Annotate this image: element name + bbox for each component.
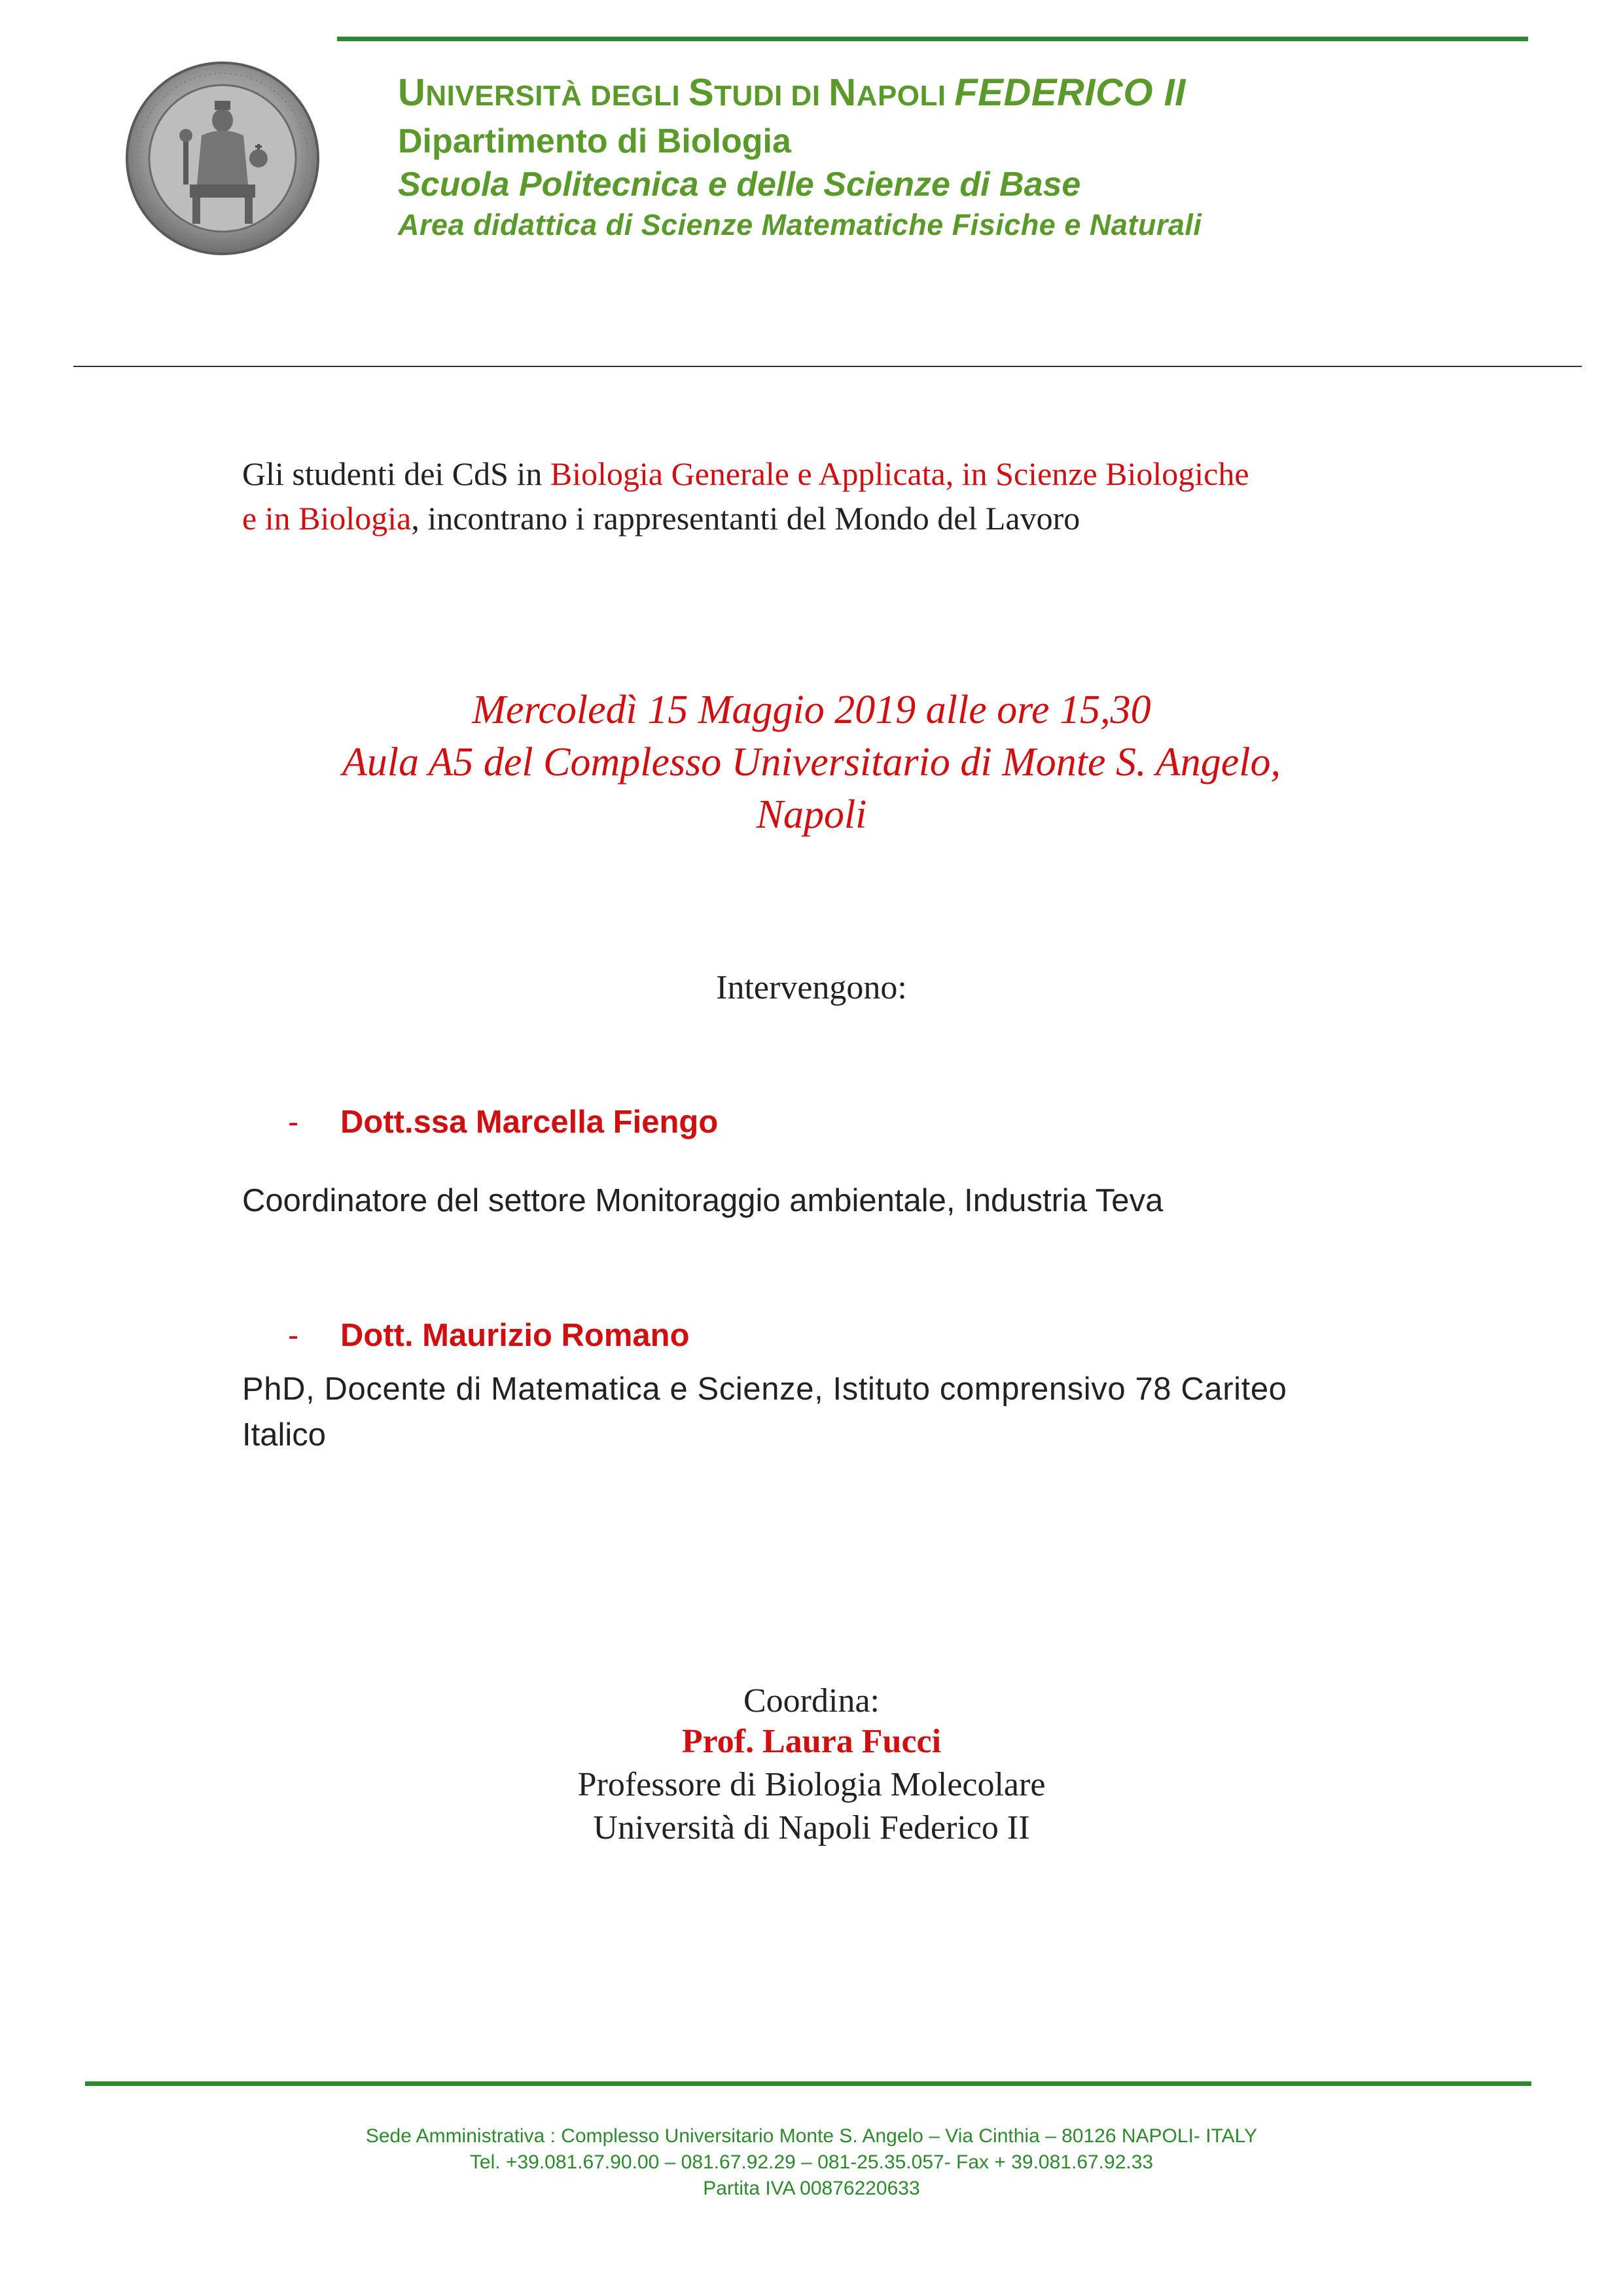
speaker-2-role-line-2: Italico	[242, 1417, 327, 1453]
header-separator	[73, 366, 1582, 367]
speaker-2-name: - Dott. Maurizio Romano	[288, 1318, 690, 1353]
school-name: Scuola Politecnica e delle Scienze di Base	[398, 166, 1081, 203]
speaker-2-role-line-1: PhD, Docente di Matematica e Scienze, Istituto comprensivo 78 Cariteo	[242, 1371, 1287, 1407]
coordinator-affiliation: Università di Napoli Federico II	[593, 1809, 1030, 1846]
intro-line-2: e in Biologia, incontrano i rappresentanti del Mondo del Lavoro	[242, 500, 1080, 537]
event-date: Mercoledì 15 Maggio 2019 alle ore 15,30	[472, 688, 1151, 732]
coordinator-name: Prof. Laura Fucci	[681, 1723, 942, 1760]
bottom-green-rule	[85, 2081, 1531, 2086]
event-city: Napoli	[756, 792, 867, 837]
speakers-label: Intervengono:	[716, 969, 907, 1006]
intro-line-1: Gli studenti dei CdS in Biologia Generale e Applicata, in Scienze Biologiche	[242, 455, 1249, 492]
department-name: Dipartimento di Biologia	[398, 122, 791, 160]
footer-vat: Partita IVA 00876220633	[703, 2178, 920, 2199]
footer-address: Sede Amministrativa : Complesso Universitario Monte S. Angelo – Via Cinthia – 80126 NAPOLI- ITALY	[365, 2125, 1258, 2147]
university-seal-icon	[124, 60, 321, 256]
speaker-1-role: Coordinatore del settore Monitoraggio ambientale, Industria Teva	[242, 1183, 1164, 1218]
speaker-1-name: - Dott.ssa Marcella Fiengo	[288, 1104, 719, 1140]
coordinator-role: Professore di Biologia Molecolare	[577, 1766, 1046, 1803]
university-name: UNIVERSITÀ DEGLI STUDI DI NAPOLI FEDERICO II	[398, 71, 1186, 114]
coordinator-label: Coordina:	[743, 1682, 880, 1720]
footer-phone: Tel. +39.081.67.90.00 – 081.67.92.29 – 081-25.35.057- Fax + 39.081.67.92.33	[469, 2151, 1154, 2173]
area-name: Area didattica di Scienze Matematiche Fisiche e Naturali	[398, 208, 1202, 241]
event-location: Aula A5 del Complesso Universitario di Monte S. Angelo,	[342, 740, 1281, 785]
top-green-rule	[337, 37, 1528, 41]
